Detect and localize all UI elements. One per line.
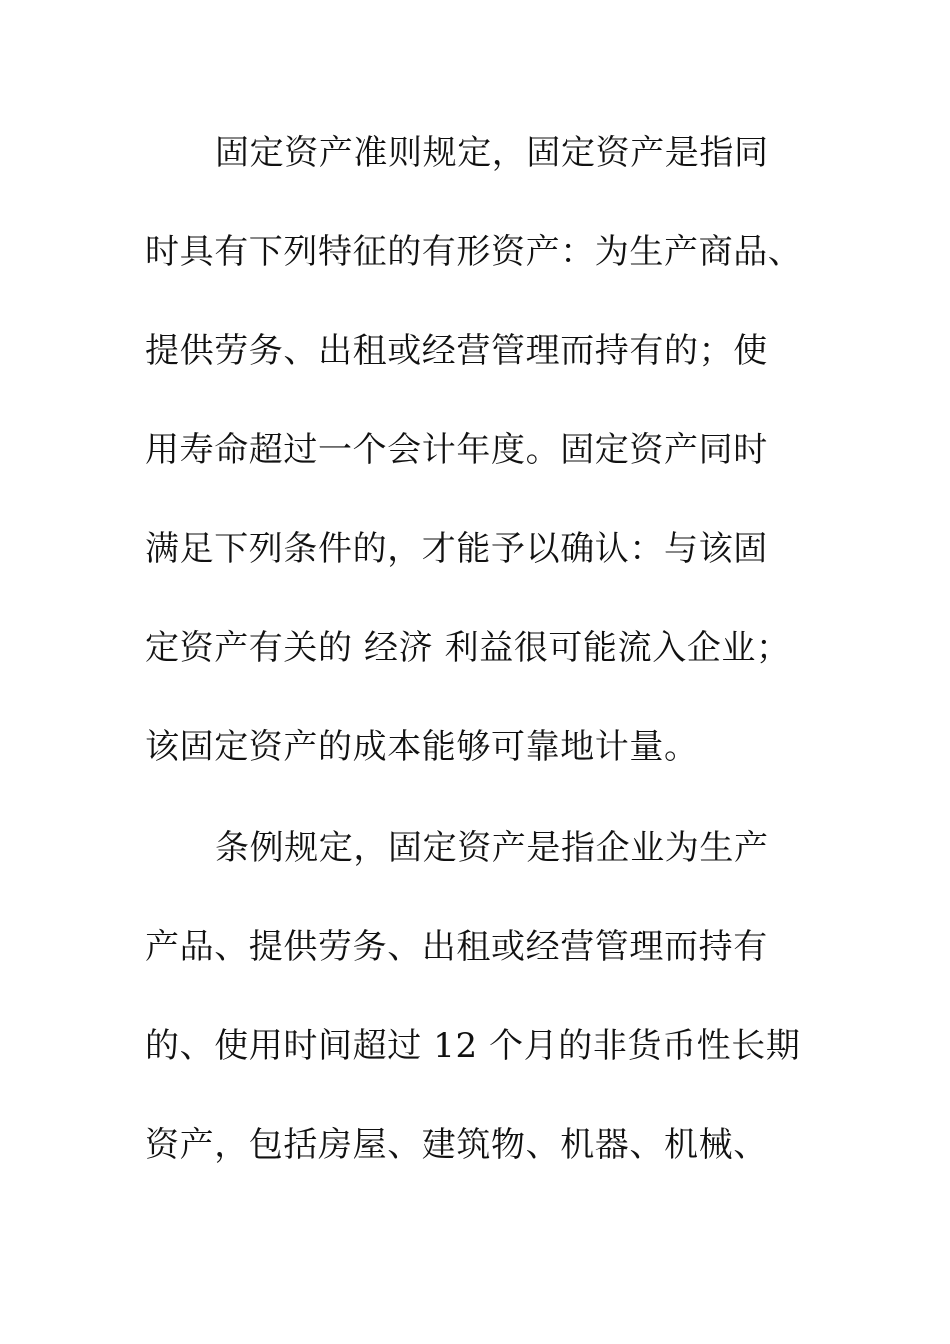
paragraph-2-line-3: 的、使用时间超过 12 个月的非货币性长期 [145,1026,801,1066]
paragraph-1-line-2: 时具有下列特征的有形资产：为生产商品、 [145,232,803,272]
paragraph-2-line-2: 产品、提供劳务、出租或经营管理而持有 [145,927,768,967]
paragraph-1-line-7: 该固定资产的成本能够可靠地计量。 [145,727,699,767]
paragraph-2-line-1: 条例规定，固定资产是指企业为生产 [215,828,769,868]
paragraph-1-line-3: 提供劳务、出租或经营管理而持有的；使 [145,331,768,371]
paragraph-2-line-4: 资产，包括房屋、建筑物、机器、机械、 [145,1125,768,1165]
paragraph-1-line-4: 用寿命超过一个会计年度。固定资产同时 [145,430,768,470]
paragraph-1-line-6: 定资产有关的 经济 利益很可能流入企业； [145,628,791,668]
paragraph-1-line-5: 满足下列条件的，才能予以确认：与该固 [145,529,768,569]
paragraph-1-line-1: 固定资产准则规定，固定资产是指同 [215,133,769,173]
